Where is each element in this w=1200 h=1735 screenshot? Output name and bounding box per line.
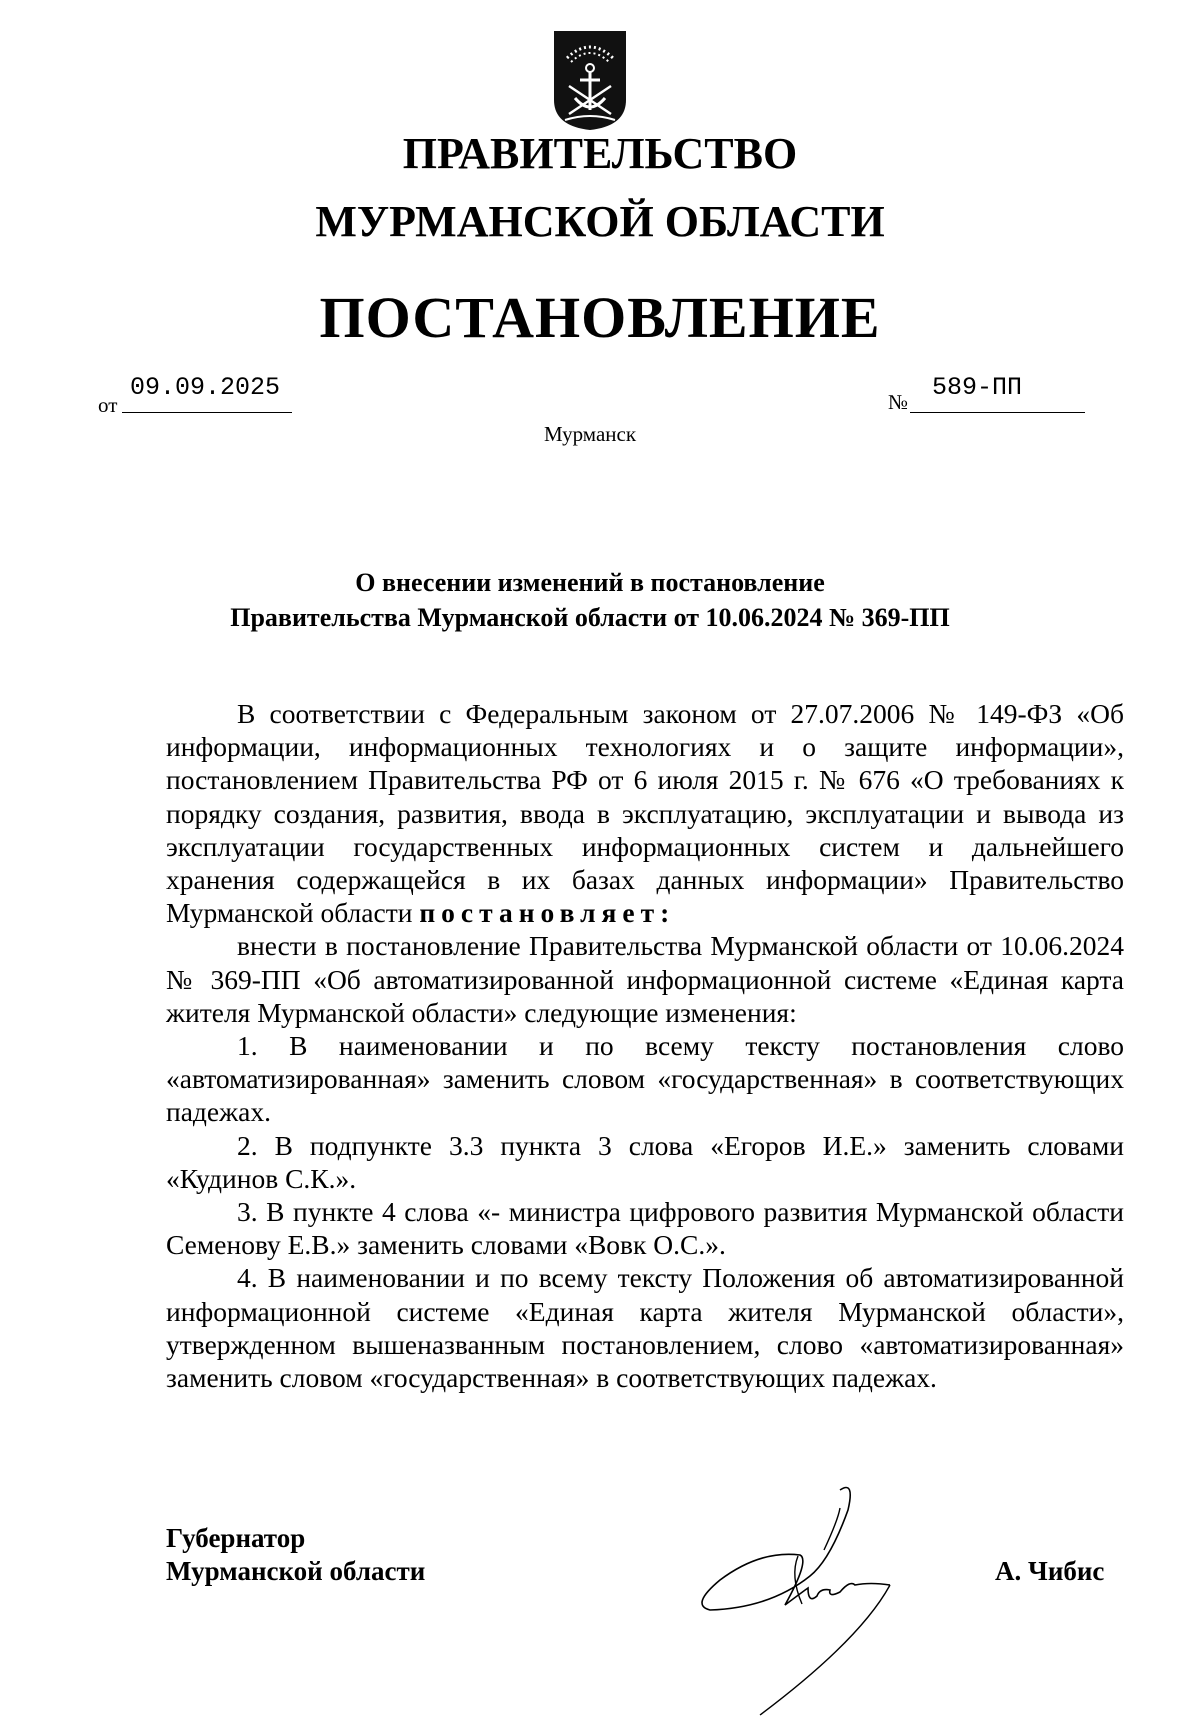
document-body [166,697,1124,1394]
preamble-text: В соответствии с Федеральным законом от 27.07.2006 № 149-ФЗ «Об информации, информационных технологиях и о защите информации», постановлением Правительства РФ от 6 июля 2015 г. № 676 «О требованиях к порядку создания, развития, ввода в эксплуатацию, эксплуатации и вывода из эксплуатации государственных информационных систем и дальнейшего хранения содержащейся в их базах данных информации» Правительство Мурманской области [166,698,1124,929]
item-4: 4. В наименовании и по всему тексту Положения об автоматизированной информационной системе «Единая карта жителя Мурманской области», утвержденном вышеназванным постановлением, слово «автоматизированная» заменить словом «государственная» в соответствующих падежах. [166,1262,1124,1394]
preamble-paragraph [166,697,1124,929]
date-label: от [98,393,118,417]
signatory-name: А. Чибис [995,1556,1105,1586]
document-title [0,565,1180,635]
coat-of-arms-icon [551,28,629,132]
title-line2: Правительства Мурманской области от 10.06.2024 № 369-ПП [230,603,950,632]
title-line1: О внесении изменений в постановление [355,568,825,597]
number-label: № [888,390,909,414]
document-type: ПОСТАНОВЛЕНИЕ [319,285,881,350]
signatory-position [166,1522,425,1588]
document-number: 589-ПП [910,372,1085,413]
item-2: 2. В подпункте 3.3 пункта 3 слова «Егоров И.Е.» заменить словами «Кудинов С.К.». [166,1129,1124,1194]
item-3: 3. В пункте 4 слова «- министра цифрового развития Мурманской области Семенову Е.В.» заменить словами «Вовк О.С.». [166,1196,1124,1261]
handwritten-signature-icon [690,1480,940,1720]
position-line2: Мурманской области [166,1556,426,1586]
intro-paragraph: внести в постановление Правительства Мурманской области от 10.06.2024 № 369-ПП «Об автоматизированной информационной системе «Единая карта жителя Мурманской области» следующие изменения: [166,930,1124,1028]
document-date: 09.09.2025 [122,372,292,413]
city: Мурманск [543,422,637,446]
item-1: 1. В наименовании и по всему тексту постановления слово «автоматизированная» заменить словом «государственная» в соответствующих падежах. [166,1030,1124,1128]
decree-word: постановляет: [419,897,676,929]
position-line1: Губернатор [166,1523,306,1553]
org-name-line2: МУРМАНСКОЙ ОБЛАСТИ [315,197,885,246]
org-name-line1: ПРАВИТЕЛЬСТВО [402,129,798,178]
